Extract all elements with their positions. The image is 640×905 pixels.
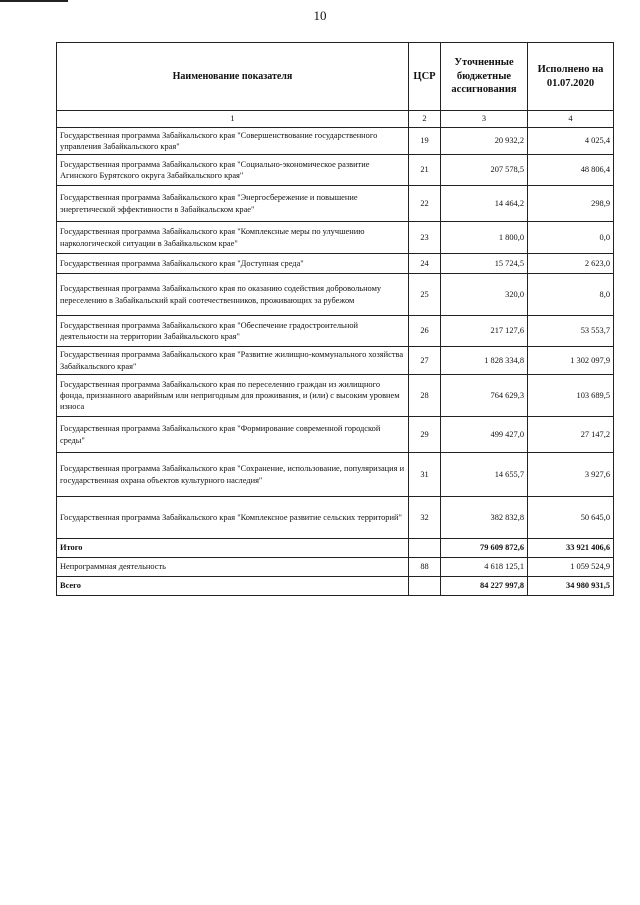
column-number: 3 [441,111,528,128]
row-executed: 48 806,4 [528,155,614,186]
row-allocated: 15 724,5 [441,254,528,274]
nonprogram-allocated: 4 618 125,1 [441,558,528,577]
table-row [57,375,614,417]
total-allocated: 84 227 997,8 [441,577,528,596]
row-executed: 103 689,5 [528,375,614,417]
subtotal-label: Итого [57,539,409,558]
row-allocated: 320,0 [441,274,528,316]
row-executed: 8,0 [528,274,614,316]
table-row [57,453,614,497]
row-csr: 26 [409,316,441,347]
nonprogram-row [57,558,614,577]
row-csr: 19 [409,128,441,155]
row-executed: 2 623,0 [528,254,614,274]
row-executed: 1 302 097,9 [528,347,614,375]
table-row [57,347,614,375]
row-name: Государственная программа Забайкальского края "Комплексное развитие сельских территорий" [57,497,409,539]
row-name: Государственная программа Забайкальского края "Комплексные меры по улучшению наркологической ситуации в Забайкальском крае" [57,222,409,254]
row-name: Государственная программа Забайкальского края "Формирование современной городской среды" [57,417,409,453]
row-csr: 22 [409,186,441,222]
table-row [57,128,614,155]
header-csr: ЦСР [409,43,441,111]
column-number: 1 [57,111,409,128]
row-name: Государственная программа Забайкальского края по переселению граждан из жилищного фонда, признанного аварийным или непригодным для проживания, и (или) с высоким уровнем износа [57,375,409,417]
row-allocated: 1 800,0 [441,222,528,254]
row-executed: 50 645,0 [528,497,614,539]
header-row [57,43,614,111]
table-row [57,497,614,539]
row-executed: 27 147,2 [528,417,614,453]
budget-table [56,42,614,596]
page-number: 10 [313,8,327,23]
total-executed: 34 980 931,5 [528,577,614,596]
row-allocated: 764 629,3 [441,375,528,417]
row-executed: 4 025,4 [528,128,614,155]
row-executed: 53 553,7 [528,316,614,347]
row-allocated: 382 832,8 [441,497,528,539]
row-allocated: 207 578,5 [441,155,528,186]
subtotal-csr [409,539,441,558]
header-executed: Исполнено на 01.07.2020 [528,43,614,111]
column-number: 2 [409,111,441,128]
nonprogram-executed: 1 059 524,9 [528,558,614,577]
row-csr: 25 [409,274,441,316]
total-label: Всего [57,577,409,596]
row-allocated: 14 464,2 [441,186,528,222]
row-allocated: 14 655,7 [441,453,528,497]
nonprogram-csr: 88 [409,558,441,577]
row-name: Государственная программа Забайкальского края "Развитие жилищно-коммунального хозяйства Забайкальского края" [57,347,409,375]
table-row [57,316,614,347]
top-rule [0,0,68,2]
table-row [57,417,614,453]
table-row [57,254,614,274]
header-allocated: Уточненные бюджетные ассигнования [441,43,528,111]
row-name: Государственная программа Забайкальского края "Совершенствование государственного управления Забайкальского края" [57,128,409,155]
table-row [57,186,614,222]
row-csr: 31 [409,453,441,497]
column-number-row [57,111,614,128]
total-row [57,577,614,596]
row-allocated: 1 828 334,8 [441,347,528,375]
row-executed: 0,0 [528,222,614,254]
row-name: Государственная программа Забайкальского края "Социально-экономическое развитие Агинского Бурятского округа Забайкальского края" [57,155,409,186]
table-row [57,222,614,254]
header-indicator-name: Наименование показателя [57,43,409,111]
subtotal-executed: 33 921 406,6 [528,539,614,558]
row-csr: 29 [409,417,441,453]
table-row [57,274,614,316]
subtotal-allocated: 79 609 872,6 [441,539,528,558]
nonprogram-label: Непрограммная деятельность [57,558,409,577]
row-csr: 21 [409,155,441,186]
subtotal-row [57,539,614,558]
row-csr: 32 [409,497,441,539]
row-allocated: 499 427,0 [441,417,528,453]
row-csr: 23 [409,222,441,254]
row-csr: 24 [409,254,441,274]
total-csr [409,577,441,596]
row-allocated: 20 932,2 [441,128,528,155]
row-name: Государственная программа Забайкальского края "Сохранение, использование, популяризация и государственная охрана объектов культурного наследия" [57,453,409,497]
row-name: Государственная программа Забайкальского края "Обеспечение градостроительной деятельности на территории Забайкальского края" [57,316,409,347]
row-name: Государственная программа Забайкальского края "Энергосбережение и повышение энергетической эффективности в Забайкальском крае" [57,186,409,222]
row-allocated: 217 127,6 [441,316,528,347]
table-row [57,155,614,186]
row-csr: 28 [409,375,441,417]
row-executed: 3 927,6 [528,453,614,497]
row-csr: 27 [409,347,441,375]
column-number: 4 [528,111,614,128]
row-executed: 298,9 [528,186,614,222]
row-name: Государственная программа Забайкальского края "Доступная среда" [57,254,409,274]
row-name: Государственная программа Забайкальского края по оказанию содействия добровольному переселению в Забайкальский край соотечественников, проживающих за рубежом [57,274,409,316]
